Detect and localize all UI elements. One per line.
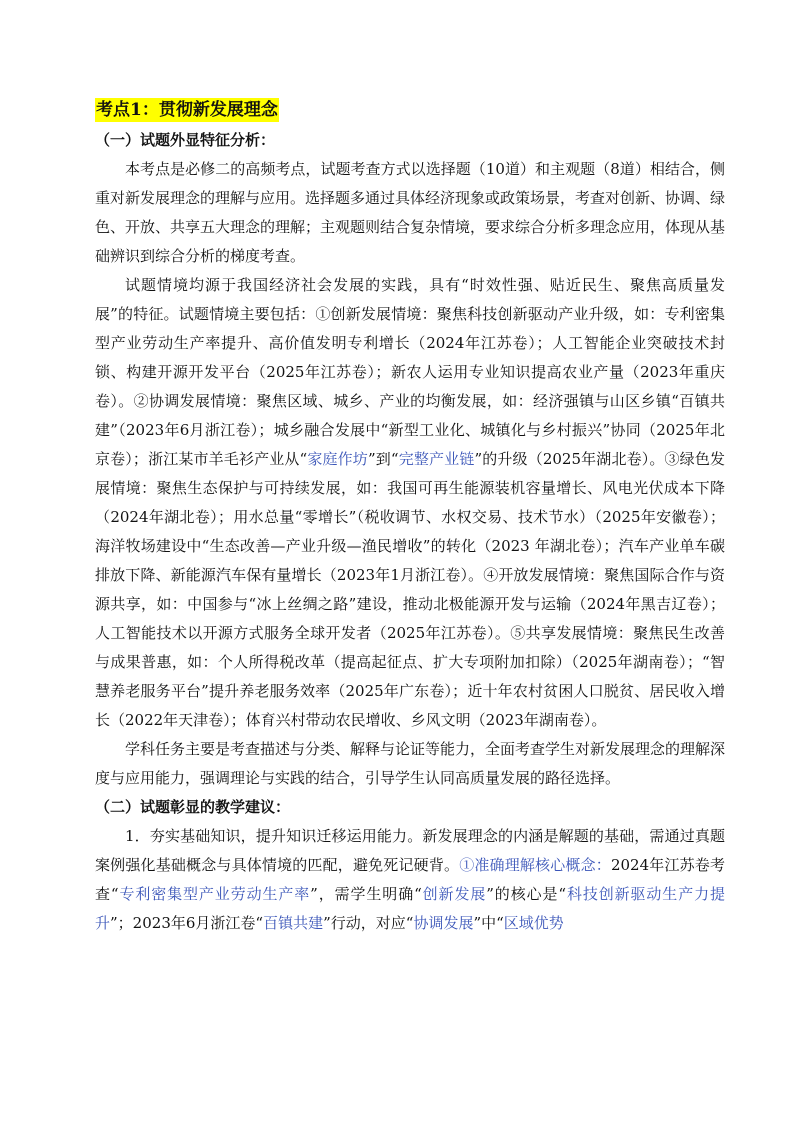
text-run: ”中“ — [473, 914, 504, 932]
text-run: ”到“ — [367, 450, 399, 468]
highlight-term: 创新发展 — [421, 885, 487, 903]
text-run: ”的核心是“ — [486, 885, 567, 903]
section1-paragraph-3: 学科任务主要是考查描述与分类、解释与论证等能力，全面考查学生对新发展理念的理解深度与应用能力，强调理论与实践的结合，引导学生认同高质量发展的路径选择。 — [95, 740, 726, 787]
text-run: 1．夯实基础知识，提升知识迁移运用能力。新发展理念的内涵是解题的基础，需通过真题案例强化基础概念与具体情境的匹配，避免死记硬背。 — [95, 827, 725, 874]
highlight-term: 完整产业链 — [398, 450, 475, 468]
document-page — [95, 96, 725, 938]
section-heading-2: （二）试题彰显的教学建议： — [95, 798, 291, 816]
highlight-term: 专利密集型产业劳动生产率 — [118, 885, 311, 903]
section-heading-1: （一）试题外显特征分析： — [95, 131, 276, 149]
highlight-term: 科技创新驱动生产力提升 — [95, 885, 725, 932]
title-row — [95, 96, 725, 122]
highlight-term: 区域优势 — [503, 914, 564, 932]
section1-paragraph-1: 本考点是必修二的高频考点，试题考查方式以选择题（10道）和主观题（8道）相结合，侧重对新发展理念的理解与应用。选择题多通过具体经济现象或政策场景，考查对创新、协调、绿色、开放、共享五大理念的理解；主观题则结合复杂情境，要求综合分析多理念应用，体现从基础辨识到综合分析的梯度考查。 — [95, 160, 726, 265]
text-run: ”行动，对应“ — [323, 914, 414, 932]
text-run: 2024年江苏卷考查“ — [95, 856, 725, 903]
highlight-term: ①准确理解核心概念： — [459, 856, 611, 874]
text-run: ”的升级（2025年湖北卷）。③绿色发展情境：聚焦生态保护与可持续发展，如：我国可再生能源装机容量增长、风电光伏成本下降（2024年湖北卷）；用水总量“零增长”（税收调节、水权交易、技术节水）（2025年安徽卷）；海洋牧场建设中“生态改善—产业升级—渔民增收”的转化（2023 年湖北卷）；汽车产业单车碳排放下降、新能源汽车保有量增长（2023年1月浙江卷）。④开放发展情境：聚焦国际合作与资源共享，如：中国参与“冰上丝绸之路”建设，推动北极能源开发与运输（2024年黑吉辽卷）；人工智能技术以开源方式服务全球开发者（2025年江苏卷）。⑤共享发展情境：聚焦民生改善与成果普惠，如：个人所得税改革（提高起征点、扩大专项附加扣除）（2025年湖南卷）；“智慧养老服务平台”提升养老服务效率（2025年广东卷）；近十年农村贫困人口脱贫、居民收入增长（2022年天津卷）；体育兴村带动农民增收、乡风文明（2023年湖南卷）。 — [95, 450, 725, 729]
highlight-term: 家庭作坊 — [307, 450, 368, 468]
text-run: ”，需学生明确“ — [310, 885, 422, 903]
highlight-term: 协调发展 — [413, 914, 474, 932]
section2-paragraph-1 — [95, 822, 725, 938]
page-title: 考点1：贯彻新发展理念 — [96, 100, 278, 120]
text-run: 试题情境均源于我国经济社会发展的实践，具有“时效性强、贴近民生、聚焦高质量发展”的特征。试题情境主要包括：①创新发展情境：聚焦科技创新驱动产业升级，如：专利密集型产业劳动生产率提升、高价值发明专利增长（2024年江苏卷）；人工智能企业突破技术封锁、构建开源开发平台（2025年江苏卷）；新农人运用专业知识提高农业产量（2023年重庆卷）。②协调发展情境：聚焦区域、城乡、产业的均衡发展，如：经济强镇与山区乡镇“百镇共建”（2023年6月浙江卷）；城乡融合发展中“新型工业化、城镇化与乡村振兴”协同（2025年北京卷）；浙江某市羊毛衫产业从“ — [95, 276, 725, 468]
text-run: ”；2023年6月浙江卷“ — [110, 914, 264, 932]
section1-paragraph-2 — [95, 271, 725, 735]
highlight-term: 百镇共建 — [263, 914, 324, 932]
